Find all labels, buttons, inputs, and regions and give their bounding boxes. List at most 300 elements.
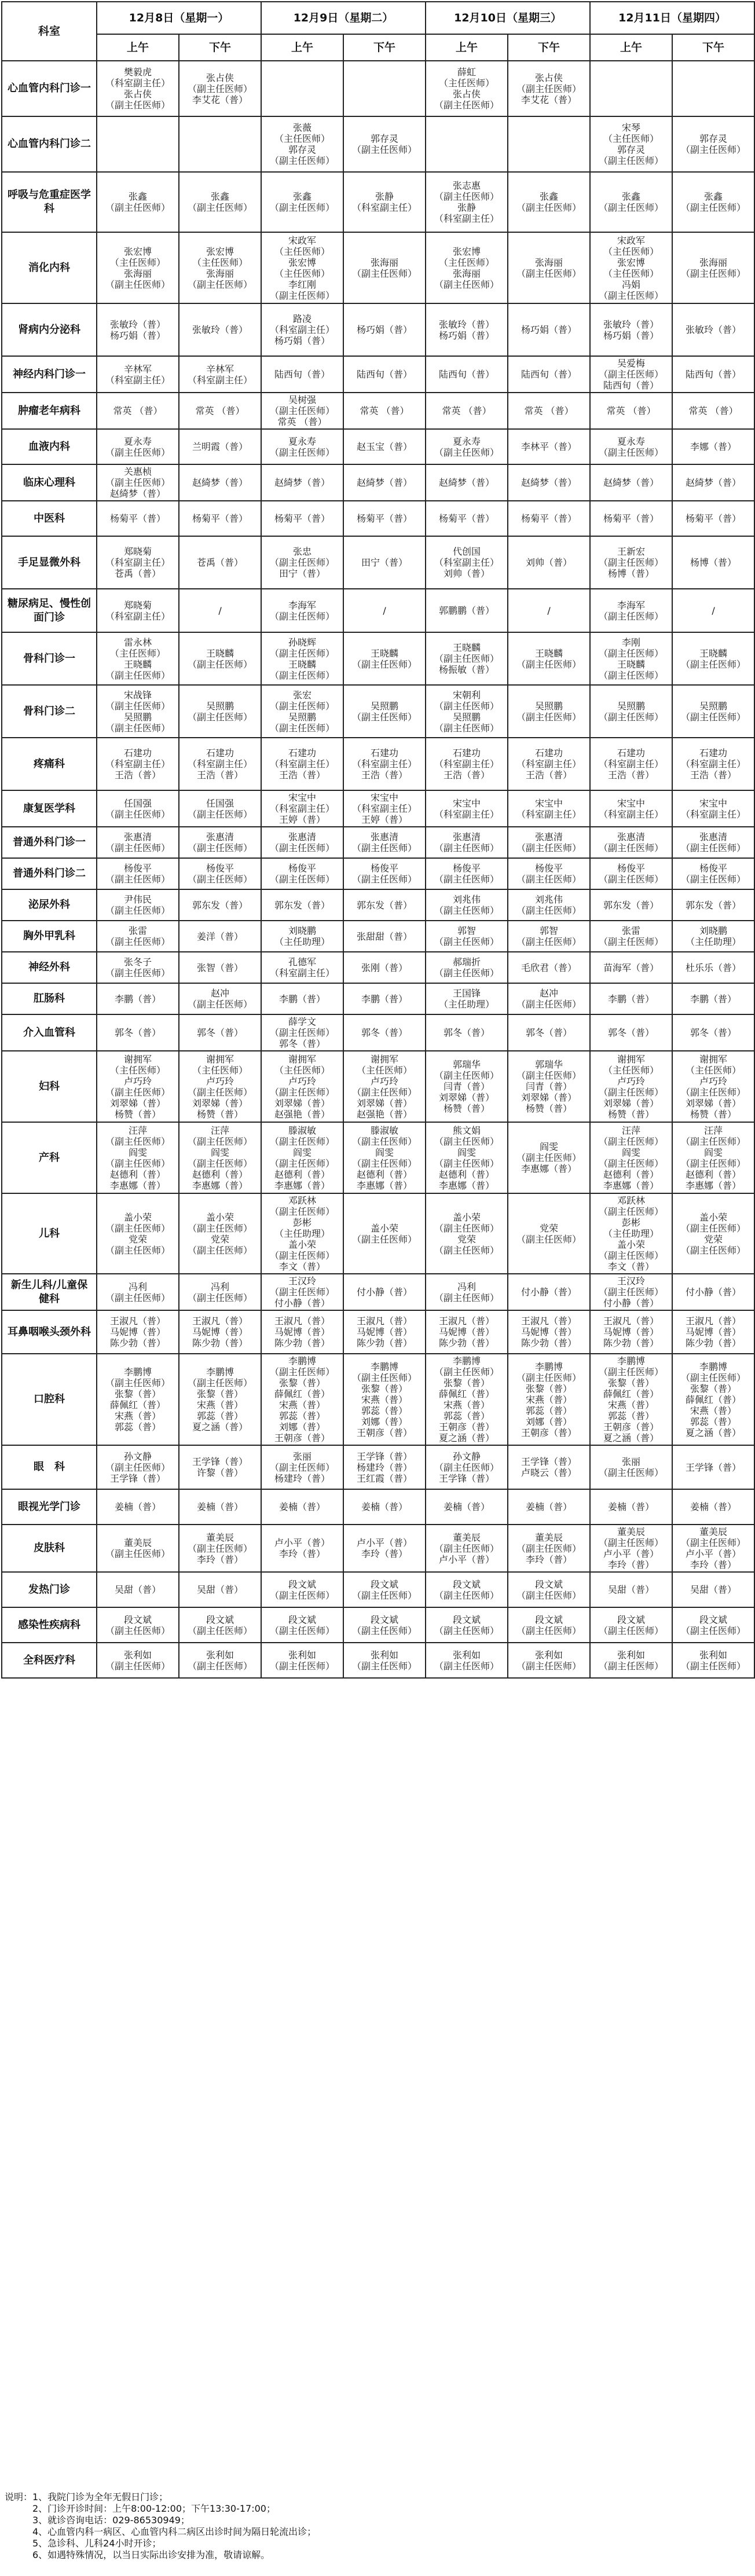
- schedule-cell: 陆西旬（普）: [672, 356, 754, 393]
- schedule-body: [2, 61, 754, 1678]
- dept-name: 肛肠科: [2, 983, 97, 1014]
- schedule-cell: 宋琴 （主任医师） 郭存灵 （副主任医师）: [590, 116, 672, 172]
- schedule-cell: 郭冬（普）: [97, 1014, 179, 1051]
- schedule-row: [2, 685, 754, 738]
- schedule-cell: 谢拥军 （主任医师） 卢巧玲 （副主任医师） 刘翠娣（普） 杨赞（普）: [672, 1051, 754, 1122]
- schedule-cell: 张占侠 （副主任医师） 李艾花（普）: [508, 61, 590, 116]
- schedule-row: [2, 232, 754, 303]
- schedule-cell: 郑晓菊 （科室副主任） 苍禹（普）: [97, 536, 179, 589]
- schedule-cell: 杨俊平 （副主任医师）: [343, 858, 426, 889]
- schedule-cell: 卢小平（普） 李玲（普）: [261, 1525, 343, 1572]
- schedule-cell: 石建功 （科室副主任） 王浩（普）: [672, 738, 754, 790]
- schedule-row: [2, 983, 754, 1014]
- schedule-cell: 谢拥军 （主任医师） 卢巧玲 （副主任医师） 刘翠娣（普） 赵强艳（普）: [343, 1051, 426, 1122]
- schedule-cell: 付小静（普）: [672, 1274, 754, 1310]
- schedule-cell: 陆西旬（普）: [261, 356, 343, 393]
- schedule-cell: 孔德军 （科室副主任）: [261, 952, 343, 983]
- schedule-cell: 王淑凡（普） 马妮博（普） 陈少勃（普）: [97, 1310, 179, 1354]
- schedule-cell: 李刚 （副主任医师） 王晓麟 （副主任医师）: [590, 632, 672, 685]
- schedule-cell: 常英 （普）: [343, 393, 426, 429]
- schedule-cell: 宋宝中 （科室副主任）: [672, 790, 754, 827]
- schedule-cell: 杨菊平（普）: [261, 501, 343, 536]
- dept-name: 普通外科门诊一: [2, 827, 97, 858]
- schedule-cell: 张利如 （副主任医师）: [179, 1643, 261, 1678]
- schedule-cell: 张宏博 （主任医师） 张海丽 （副主任医师）: [97, 232, 179, 303]
- schedule-cell: /: [672, 589, 754, 632]
- schedule-cell: 陆西旬（普）: [343, 356, 426, 393]
- dept-name: 介入血管科: [2, 1014, 97, 1051]
- schedule-cell: 杨菊平（普）: [590, 501, 672, 536]
- schedule-cell: 段文斌 （副主任医师）: [672, 1607, 754, 1643]
- schedule-cell: 王晓麟 （副主任医师）: [508, 632, 590, 685]
- schedule-cell: 石建功 （科室副主任） 王浩（普）: [590, 738, 672, 790]
- schedule-cell: 赵玉宝（普）: [343, 429, 426, 464]
- schedule-cell: 吴照鹏 （副主任医师）: [343, 685, 426, 738]
- header-dept: 科室: [2, 2, 97, 61]
- schedule-cell: 王晓麟 （副主任医师） 杨振敏（普）: [426, 632, 508, 685]
- schedule-cell: 郭东发（普）: [672, 889, 754, 921]
- dept-name: 神经内科门诊一: [2, 356, 97, 393]
- schedule-cell: [343, 61, 426, 116]
- schedule-cell: 宋朝利 （副主任医师） 吴照鹏 （副主任医师）: [426, 685, 508, 738]
- header-row-days: [2, 2, 754, 34]
- schedule-cell: 吴照鹏 （副主任医师）: [590, 685, 672, 738]
- schedule-cell: 张惠清 （副主任医师）: [97, 827, 179, 858]
- schedule-cell: 姜楠（普）: [97, 1489, 179, 1525]
- schedule-cell: 冯利 （副主任医师）: [426, 1274, 508, 1310]
- schedule-row: [2, 1643, 754, 1678]
- dept-name: 骨科门诊二: [2, 685, 97, 738]
- header-pm: 下午: [179, 34, 261, 61]
- schedule-row: [2, 356, 754, 393]
- dept-name: 手足显微外科: [2, 536, 97, 589]
- schedule-cell: 李鹏博 （副主任医师） 张黎（普） 薛佩红（普） 宋燕（普） 郭蕊（普） 王朝彦（普） 夏之涵（普）: [426, 1354, 508, 1445]
- schedule-cell: 熊文娟 （副主任医师） 阎雯 （副主任医师） 赵德利（普） 李惠娜（普）: [426, 1122, 508, 1193]
- schedule-cell: 孙文静 （副主任医师） 王学锋（普）: [426, 1445, 508, 1489]
- schedule-cell: 董美辰 （副主任医师）: [97, 1525, 179, 1572]
- schedule-row: [2, 1122, 754, 1193]
- schedule-cell: 尹伟民 （副主任医师）: [97, 889, 179, 921]
- dept-name: 泌尿外科: [2, 889, 97, 921]
- schedule-cell: 郭鹏鹏（普）: [426, 589, 508, 632]
- schedule-cell: 李鹏博 （副主任医师） 张黎（普） 薛佩红（普） 宋燕（普） 郭蕊（普） 夏之涵（普）: [672, 1354, 754, 1445]
- schedule-cell: 李娜（普）: [672, 429, 754, 464]
- schedule-cell: 王晓麟 （副主任医师）: [343, 632, 426, 685]
- schedule-cell: 辛林军 （科室副主任）: [179, 356, 261, 393]
- schedule-cell: 王学锋（普）: [672, 1445, 754, 1489]
- schedule-cell: 张利如 （副主任医师）: [590, 1643, 672, 1678]
- header-day: 12月8日（星期一）: [97, 2, 261, 34]
- schedule-cell: 常英 （普）: [590, 393, 672, 429]
- dept-name: 产科: [2, 1122, 97, 1193]
- schedule-cell: 张薇 （主任医师） 郭存灵 （副主任医师）: [261, 116, 343, 172]
- schedule-cell: 汪萍 （副主任医师） 阎雯 （副主任医师） 赵德利（普） 李惠娜（普）: [672, 1122, 754, 1193]
- schedule-cell: 常英 （普）: [179, 393, 261, 429]
- schedule-cell: 段文斌 （副主任医师）: [261, 1607, 343, 1643]
- schedule-cell: 代创国 （科室副主任） 刘帅（普）: [426, 536, 508, 589]
- schedule-cell: 谢拥军 （主任医师） 卢巧玲 （副主任医师） 刘翠娣（普） 杨赞（普）: [179, 1051, 261, 1122]
- schedule-cell: 张利如 （副主任医师）: [508, 1643, 590, 1678]
- schedule-cell: 付小静（普）: [343, 1274, 426, 1310]
- schedule-cell: 郭冬（普）: [672, 1014, 754, 1051]
- dept-name: 感染性疾病科: [2, 1607, 97, 1643]
- schedule-cell: 滕淑敏 （副主任医师） 阎雯 （副主任医师） 赵德利（普） 李惠娜（普）: [261, 1122, 343, 1193]
- schedule-cell: 杨菊平（普）: [426, 501, 508, 536]
- schedule-cell: 郭瑞华 （副主任医师） 闫青（普） 刘翠娣（普） 杨赞（普）: [508, 1051, 590, 1122]
- schedule-cell: 赵綺梦（普）: [672, 464, 754, 501]
- schedule-cell: 辛林军 （科室副主任）: [97, 356, 179, 393]
- schedule-cell: 张惠清 （副主任医师）: [508, 827, 590, 858]
- schedule-cell: 赵冲 （副主任医师）: [508, 983, 590, 1014]
- note-line: 6、如遇特殊情况，以当日实际出诊安排为准，敬请谅解。: [5, 2549, 270, 2560]
- schedule-row: [2, 1525, 754, 1572]
- schedule-cell: 王汉玲 （副主任医师） 付小静（普）: [261, 1274, 343, 1310]
- schedule-cell: 段文斌 （副主任医师）: [97, 1607, 179, 1643]
- schedule-row: [2, 303, 754, 356]
- schedule-row: [2, 1445, 754, 1489]
- schedule-cell: 郭智 （副主任医师）: [508, 921, 590, 952]
- dept-name: 肾病内分泌科: [2, 303, 97, 356]
- schedule-cell: 常英 （普）: [97, 393, 179, 429]
- schedule-cell: 杨巧娟（普）: [508, 303, 590, 356]
- schedule-cell: 雷永林 （主任医师） 王晓麟 （副主任医师）: [97, 632, 179, 685]
- schedule-cell: 董美辰 （副主任医师） 卢小平（普） 李玲（普）: [672, 1525, 754, 1572]
- schedule-cell: 盖小荣 （副主任医师）: [343, 1193, 426, 1274]
- schedule-cell: [590, 61, 672, 116]
- schedule-cell: 冯利 （副主任医师）: [97, 1274, 179, 1310]
- dept-name: 全科医疗科: [2, 1643, 97, 1678]
- schedule-cell: 郭冬（普）: [590, 1014, 672, 1051]
- schedule-cell: 赵綺梦（普）: [179, 464, 261, 501]
- schedule-table: [1, 1, 755, 1679]
- schedule-cell: 杜乐乐（普）: [672, 952, 754, 983]
- schedule-cell: 杨俊平 （副主任医师）: [261, 858, 343, 889]
- schedule-cell: 谢拥军 （主任医师） 卢巧玲 （副主任医师） 刘翠娣（普） 杨赞（普）: [97, 1051, 179, 1122]
- schedule-cell: 段文斌 （副主任医师）: [426, 1572, 508, 1607]
- schedule-cell: 赵綺梦（普）: [508, 464, 590, 501]
- schedule-cell: 张雷 （副主任医师）: [590, 921, 672, 952]
- schedule-cell: 任国强 （副主任医师）: [179, 790, 261, 827]
- schedule-cell: 孙文静 （副主任医师） 王学锋（普）: [97, 1445, 179, 1489]
- schedule-cell: 谢拥军 （主任医师） 卢巧玲 （副主任医师） 刘翠娣（普） 杨赞（普）: [590, 1051, 672, 1122]
- schedule-cell: 石建功 （科室副主任） 王浩（普）: [426, 738, 508, 790]
- dept-name: 消化内科: [2, 232, 97, 303]
- note-line: 4、心血管内科一病区、心血管内科二病区出诊时间为隔日轮流出诊；: [5, 2526, 317, 2537]
- schedule-cell: 张甜甜（普）: [343, 921, 426, 952]
- schedule-cell: 张利如 （副主任医师）: [261, 1643, 343, 1678]
- schedule-cell: 张忠 （副主任医师） 田宁（普）: [261, 536, 343, 589]
- schedule-cell: 刘帅（普）: [508, 536, 590, 589]
- schedule-cell: 张敏玲（普） 杨巧娟（普）: [590, 303, 672, 356]
- schedule-row: [2, 1274, 754, 1310]
- schedule-cell: 常英 （普）: [426, 393, 508, 429]
- schedule-cell: 张敏玲（普）: [672, 303, 754, 356]
- schedule-cell: 张惠清 （副主任医师）: [179, 827, 261, 858]
- schedule-cell: 李鹏博 （副主任医师） 张黎（普） 薛佩红（普） 宋燕（普） 郭蕊（普） 刘娜（普） 王朝彦（普）: [261, 1354, 343, 1445]
- schedule-cell: 张惠清 （副主任医师）: [672, 827, 754, 858]
- schedule-cell: 王晓麟 （副主任医师）: [672, 632, 754, 685]
- schedule-cell: 姜楠（普）: [508, 1489, 590, 1525]
- schedule-cell: 杨巧娟（普）: [343, 303, 426, 356]
- schedule-cell: 张宏博 （主任医师） 张海丽 （副主任医师）: [426, 232, 508, 303]
- schedule-cell: 张惠清 （副主任医师）: [261, 827, 343, 858]
- schedule-cell: 李海军 （副主任医师）: [261, 589, 343, 632]
- schedule-cell: 郭冬（普）: [426, 1014, 508, 1051]
- schedule-cell: 杨俊平 （副主任医师）: [508, 858, 590, 889]
- schedule-row: [2, 1354, 754, 1445]
- schedule-cell: /: [508, 589, 590, 632]
- schedule-cell: 张敏玲（普）: [179, 303, 261, 356]
- schedule-row: [2, 464, 754, 501]
- schedule-cell: 张惠清 （副主任医师）: [590, 827, 672, 858]
- schedule-cell: [97, 116, 179, 172]
- header-pm: 下午: [508, 34, 590, 61]
- schedule-cell: 李海军 （副主任医师）: [590, 589, 672, 632]
- schedule-cell: 董美辰 （副主任医师） 卢小平（普）: [426, 1525, 508, 1572]
- schedule-cell: 李鹏（普）: [672, 983, 754, 1014]
- schedule-row: [2, 589, 754, 632]
- schedule-cell: 王新宏 （副主任医师） 杨博（普）: [590, 536, 672, 589]
- schedule-cell: 张静 （科室副主任）: [343, 172, 426, 232]
- schedule-row: [2, 1193, 754, 1274]
- schedule-cell: 董美辰 （副主任医师） 李玲（普）: [508, 1525, 590, 1572]
- schedule-cell: 陆西旬（普）: [426, 356, 508, 393]
- header-am: 上午: [590, 34, 672, 61]
- schedule-cell: 宋战锋 （副主任医师） 吴照鹏 （副主任医师）: [97, 685, 179, 738]
- schedule-cell: 郭东发（普）: [343, 889, 426, 921]
- schedule-cell: 姜楠（普）: [672, 1489, 754, 1525]
- schedule-cell: 杨菊平（普）: [179, 501, 261, 536]
- schedule-cell: 段文斌 （副主任医师）: [179, 1607, 261, 1643]
- schedule-cell: 王淑凡（普） 马妮博（普） 陈少勃（普）: [426, 1310, 508, 1354]
- header-pm: 下午: [672, 34, 754, 61]
- schedule-cell: 王淑凡（普） 马妮博（普） 陈少勃（普）: [508, 1310, 590, 1354]
- schedule-cell: 宋政军 （主任医师） 张宏博 （主任医师） 冯娟 （副主任医师）: [590, 232, 672, 303]
- schedule-cell: 张宏博 （主任医师） 张海丽 （副主任医师）: [179, 232, 261, 303]
- schedule-cell: 张海丽 （副主任医师）: [672, 232, 754, 303]
- schedule-cell: 李鹏博 （副主任医师） 张黎（普） 宋燕（普） 郭蕊（普） 刘娜（普） 王朝彦（普）: [508, 1354, 590, 1445]
- note-line: 3、就诊咨询电话：029-86530949；: [5, 2515, 190, 2526]
- dept-name: 疼痛科: [2, 738, 97, 790]
- schedule-cell: 张占侠 （副主任医师） 李艾花（普）: [179, 61, 261, 116]
- schedule-cell: 路凌 （科室副主任） 杨巧娟（普）: [261, 303, 343, 356]
- schedule-cell: 王淑凡（普） 马妮博（普） 陈少勃（普）: [343, 1310, 426, 1354]
- dept-name: 心血管内科门诊二: [2, 116, 97, 172]
- header-day: 12月9日（星期二）: [261, 2, 426, 34]
- schedule-cell: 杨俊平 （副主任医师）: [179, 858, 261, 889]
- schedule-cell: 阎雯 （副主任医师） 李惠娜（普）: [508, 1122, 590, 1193]
- schedule-cell: 王淑凡（普） 马妮博（普） 陈少勃（普）: [672, 1310, 754, 1354]
- schedule-cell: 盖小荣 （副主任医师） 党荣 （副主任医师）: [672, 1193, 754, 1274]
- schedule-cell: 姜洋（普）: [179, 921, 261, 952]
- schedule-cell: 兰明霞（普）: [179, 429, 261, 464]
- schedule-cell: 姜楠（普）: [590, 1489, 672, 1525]
- schedule-cell: [508, 116, 590, 172]
- schedule-cell: 毛欣君（普）: [508, 952, 590, 983]
- header-day: 12月10日（星期三）: [426, 2, 590, 34]
- schedule-cell: 张刚（普）: [343, 952, 426, 983]
- schedule-cell: 刘晓鹏 （主任助理）: [261, 921, 343, 952]
- schedule-cell: 张鑫 （副主任医师）: [590, 172, 672, 232]
- schedule-cell: /: [343, 589, 426, 632]
- schedule-cell: 杨俊平 （副主任医师）: [672, 858, 754, 889]
- dept-name: 骨科门诊一: [2, 632, 97, 685]
- dept-name: 发热门诊: [2, 1572, 97, 1607]
- schedule-cell: 刘兆伟 （副主任医师）: [508, 889, 590, 921]
- schedule-row: [2, 889, 754, 921]
- schedule-cell: 宋宝中 （科室副主任）: [508, 790, 590, 827]
- schedule-row: [2, 921, 754, 952]
- schedule-cell: 李鹏（普）: [97, 983, 179, 1014]
- schedule-cell: 张志惠 （副主任医师） 张静 （科室副主任）: [426, 172, 508, 232]
- schedule-cell: 邓跃林 （副主任医师） 彭彬 （主任助理） 盖小荣 （副主任医师） 李文（普）: [590, 1193, 672, 1274]
- schedule-row: [2, 1572, 754, 1607]
- notes-section: [5, 2491, 752, 2561]
- schedule-cell: 张惠清 （副主任医师）: [426, 827, 508, 858]
- schedule-cell: 郭冬（普）: [508, 1014, 590, 1051]
- dept-name: 呼吸与危重症医学科: [2, 172, 97, 232]
- dept-name: 临床心理科: [2, 464, 97, 501]
- schedule-row: [2, 632, 754, 685]
- schedule-cell: 郭东发（普）: [590, 889, 672, 921]
- schedule-cell: 盖小荣 （副主任医师） 党荣 （副主任医师）: [179, 1193, 261, 1274]
- schedule-row: [2, 1310, 754, 1354]
- schedule-cell: 张鑫 （副主任医师）: [97, 172, 179, 232]
- schedule-cell: 张冬子 （副主任医师）: [97, 952, 179, 983]
- schedule-cell: 张丽 （副主任医师） 杨建玲（普）: [261, 1445, 343, 1489]
- schedule-row: [2, 116, 754, 172]
- schedule-cell: 李鹏博 （副主任医师） 张黎（普） 宋燕（普） 郭蕊（普） 夏之涵（普）: [179, 1354, 261, 1445]
- schedule-cell: 盖小荣 （副主任医师） 党荣 （副主任医师）: [97, 1193, 179, 1274]
- schedule-row: [2, 1051, 754, 1122]
- schedule-cell: 石建功 （科室副主任） 王浩（普）: [179, 738, 261, 790]
- schedule-cell: 杨博（普）: [672, 536, 754, 589]
- schedule-cell: 李鹏（普）: [343, 983, 426, 1014]
- schedule-cell: 张宏 （副主任医师） 吴照鹏 （副主任医师）: [261, 685, 343, 738]
- schedule-cell: 宋宝中 （科室副主任）: [426, 790, 508, 827]
- schedule-cell: 夏永寿 （副主任医师）: [97, 429, 179, 464]
- schedule-cell: 赵綺梦（普）: [261, 464, 343, 501]
- schedule-cell: 张丽 （副主任医师）: [590, 1445, 672, 1489]
- schedule-cell: 李鹏博 （副主任医师） 张黎（普） 薛佩红（普） 宋燕（普） 郭蕊（普）: [97, 1354, 179, 1445]
- schedule-row: [2, 827, 754, 858]
- schedule-cell: 邓跃林 （副主任医师） 彭彬 （主任助理） 盖小荣 （副主任医师） 李文（普）: [261, 1193, 343, 1274]
- schedule-cell: 张鑫 （副主任医师）: [508, 172, 590, 232]
- schedule-cell: 段文斌 （副主任医师）: [343, 1572, 426, 1607]
- schedule-cell: 汪萍 （副主任医师） 阎雯 （副主任医师） 赵德利（普） 李惠娜（普）: [179, 1122, 261, 1193]
- schedule-cell: 张利如 （副主任医师）: [97, 1643, 179, 1678]
- schedule-row: [2, 952, 754, 983]
- header-am: 上午: [426, 34, 508, 61]
- dept-name: 神经外科: [2, 952, 97, 983]
- schedule-cell: 张智（普）: [179, 952, 261, 983]
- schedule-cell: 薛学文 （副主任医师） 郭冬（普）: [261, 1014, 343, 1051]
- schedule-cell: 卢小平（普） 李玲（普）: [343, 1525, 426, 1572]
- schedule-cell: 石建功 （科室副主任） 王浩（普）: [97, 738, 179, 790]
- schedule-cell: 冯利 （副主任医师）: [179, 1274, 261, 1310]
- dept-name: 肿瘤老年病科: [2, 393, 97, 429]
- schedule-cell: 杨菊平（普）: [97, 501, 179, 536]
- schedule-cell: 杨俊平 （副主任医师）: [426, 858, 508, 889]
- schedule-cell: 吴照鹏 （副主任医师）: [508, 685, 590, 738]
- schedule-cell: 郝瑞折 （副主任医师）: [426, 952, 508, 983]
- schedule-cell: 郭冬（普）: [343, 1014, 426, 1051]
- schedule-cell: 李鹏（普）: [590, 983, 672, 1014]
- dept-name: 康复医学科: [2, 790, 97, 827]
- schedule-cell: 赵綺梦（普）: [426, 464, 508, 501]
- note-line: 5、急诊科、儿科24小时开诊；: [5, 2538, 162, 2549]
- schedule-cell: 关惠桢 （副主任医师） 赵綺梦（普）: [97, 464, 179, 501]
- schedule-cell: 夏永寿 （副主任医师）: [426, 429, 508, 464]
- schedule-cell: 赵綺梦（普）: [590, 464, 672, 501]
- schedule-cell: 郭存灵 （副主任医师）: [343, 116, 426, 172]
- schedule-cell: 郑晓菊 （科室副主任）: [97, 589, 179, 632]
- schedule-cell: 吴甜（普）: [179, 1572, 261, 1607]
- schedule-cell: 滕淑敏 （副主任医师） 阎雯 （副主任医师） 赵德利（普） 李惠娜（普）: [343, 1122, 426, 1193]
- schedule-cell: [261, 61, 343, 116]
- schedule-cell: 董美辰 （副主任医师） 卢小平（普） 李玲（普）: [590, 1525, 672, 1572]
- schedule-cell: 张利如 （副主任医师）: [426, 1643, 508, 1678]
- schedule-row: [2, 61, 754, 116]
- schedule-cell: 杨菊平（普）: [343, 501, 426, 536]
- schedule-cell: 王学锋（普） 卢晓云（普）: [508, 1445, 590, 1489]
- schedule-cell: 王淑凡（普） 马妮博（普） 陈少勃（普）: [590, 1310, 672, 1354]
- header-am: 上午: [97, 34, 179, 61]
- schedule-cell: 宋宝中 （科室副主任）: [590, 790, 672, 827]
- schedule-row: [2, 858, 754, 889]
- schedule-cell: 赵冲 （副主任医师）: [179, 983, 261, 1014]
- schedule-cell: 姜楠（普）: [179, 1489, 261, 1525]
- schedule-cell: 段文斌 （副主任医师）: [508, 1572, 590, 1607]
- schedule-cell: 李鹏博 （副主任医师） 张黎（普） 薛佩红（普） 宋燕（普） 郭蕊（普） 王朝彦（普） 夏之涵（普）: [590, 1354, 672, 1445]
- header-day: 12月11日（星期四）: [590, 2, 754, 34]
- header-pm: 下午: [343, 34, 426, 61]
- schedule-cell: 谢拥军 （主任医师） 卢巧玲 （副主任医师） 刘翠娣（普） 赵强艳（普）: [261, 1051, 343, 1122]
- schedule-cell: 段文斌 （副主任医师）: [343, 1607, 426, 1643]
- schedule-cell: [672, 61, 754, 116]
- schedule-cell: 郭冬（普）: [179, 1014, 261, 1051]
- dept-name: 胸外甲乳科: [2, 921, 97, 952]
- schedule-row: [2, 1607, 754, 1643]
- schedule-cell: 吴甜（普）: [590, 1572, 672, 1607]
- schedule-row: [2, 172, 754, 232]
- schedule-cell: 段文斌 （副主任医师）: [426, 1607, 508, 1643]
- dept-name: 眼 科: [2, 1445, 97, 1489]
- schedule-cell: 李鹏博 （副主任医师） 张黎（普） 宋燕（普） 郭蕊（普） 刘娜（普） 王朝彦（普）: [343, 1354, 426, 1445]
- dept-name: 耳鼻咽喉头颈外科: [2, 1310, 97, 1354]
- schedule-cell: 张鑫 （副主任医师）: [672, 172, 754, 232]
- schedule-cell: 郭东发（普）: [261, 889, 343, 921]
- dept-name: 中医科: [2, 501, 97, 536]
- schedule-cell: 石建功 （科室副主任） 王浩（普）: [261, 738, 343, 790]
- schedule-cell: 张鑫 （副主任医师）: [261, 172, 343, 232]
- schedule-cell: 杨俊平 （副主任医师）: [590, 858, 672, 889]
- schedule-cell: 宋宝中 （科室副主任） 王婷（普）: [343, 790, 426, 827]
- schedule-cell: 刘晓鹏 （主任助理）: [672, 921, 754, 952]
- schedule-cell: 石建功 （科室副主任） 王浩（普）: [343, 738, 426, 790]
- schedule-cell: 王汉玲 （副主任医师） 付小静（普）: [590, 1274, 672, 1310]
- dept-name: 皮肤科: [2, 1525, 97, 1572]
- schedule-cell: [426, 116, 508, 172]
- dept-name: 心血管内科门诊一: [2, 61, 97, 116]
- schedule-cell: 孙晓辉 （副主任医师） 王晓麟 （副主任医师）: [261, 632, 343, 685]
- dept-name: 儿科: [2, 1193, 97, 1274]
- schedule-cell: 付小静（普）: [508, 1274, 590, 1310]
- schedule-cell: 宋宝中 （科室副主任） 王婷（普）: [261, 790, 343, 827]
- schedule-cell: 薛虹 （主任医师） 张占侠 （副主任医师）: [426, 61, 508, 116]
- dept-name: 糖尿病足、慢性创面门诊: [2, 589, 97, 632]
- schedule-cell: 姜楠（普）: [261, 1489, 343, 1525]
